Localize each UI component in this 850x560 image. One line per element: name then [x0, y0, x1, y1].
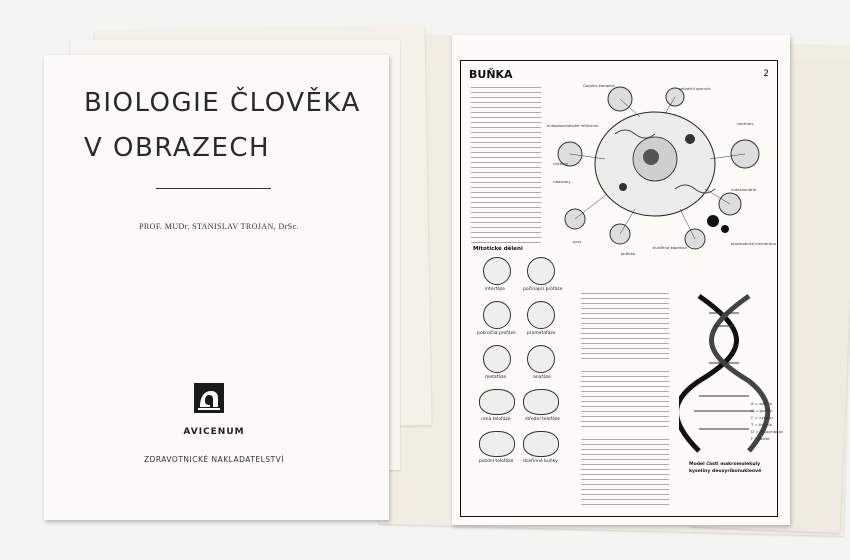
stage-label: střední telofáze — [525, 417, 561, 422]
label-kapenka: buněčná kapénka — [653, 245, 687, 250]
stage-label: anafáze — [533, 375, 551, 380]
label-membrana: plazmatická membrána — [731, 241, 776, 246]
page-frame — [460, 60, 783, 517]
stage-cell — [523, 389, 559, 415]
cover-page — [44, 55, 389, 520]
publisher-name: AVICENUM — [183, 427, 245, 437]
label-cisterny: cisterny — [553, 161, 569, 166]
stage-cell — [483, 301, 511, 329]
stage-cell — [527, 345, 555, 373]
page-number: 2 — [763, 69, 769, 79]
stage-label: raná telofáze — [481, 417, 511, 422]
cover-title: BIOLOGIE ČLOVĚKA V OBRAZECH — [84, 88, 361, 163]
label-mitochondrie: mitochondrie — [731, 187, 757, 192]
stage-cell — [483, 345, 511, 373]
label-pory: pory — [573, 239, 582, 244]
stage-label: prometafáze — [527, 331, 556, 336]
stage-label: pozdní telofáze — [479, 459, 514, 464]
stage-label: počínající profáze — [523, 287, 563, 292]
stage-cell — [479, 389, 515, 415]
content-page — [452, 35, 790, 525]
stage-label: metafáze — [485, 375, 507, 380]
label-golgi: Golgiho komplex — [583, 83, 615, 88]
stage-label: interfáze — [485, 287, 505, 292]
stage-cell — [527, 257, 555, 285]
cover-author: PROF. MUDr. STANISLAV TROJAN, DrSc. — [139, 222, 299, 231]
label-centrioly: centrioly — [737, 121, 754, 126]
dna-legend-t: T = thymin — [751, 422, 773, 427]
stage-cell — [483, 257, 511, 285]
text-column — [581, 369, 669, 429]
label-granula: sekreční granula — [679, 86, 711, 91]
cell-diagram — [545, 79, 773, 254]
intro-text — [471, 85, 541, 245]
stage-cell — [523, 431, 559, 457]
text-column — [581, 291, 669, 361]
cover-divider — [156, 188, 271, 189]
label-jaderko: jadérko — [621, 251, 636, 256]
page-title: BUŇKA — [469, 68, 513, 81]
stage-label: dceřinné buňky — [523, 459, 558, 464]
label-er: endoplazmatické retikulum — [547, 123, 599, 128]
publisher-subtitle: ZDRAVOTNICKÉ NAKLADATELSTVÍ — [143, 455, 285, 464]
mitosis-heading: Mitotické dělení — [473, 246, 523, 252]
dna-caption: Model části makromolekuly kyseliny deoxyribonukleové — [689, 462, 762, 474]
text-column — [581, 437, 669, 507]
stage-label: pokročilá profáze — [477, 331, 516, 336]
dna-legend-g: G = guanin — [751, 408, 773, 413]
dna-legend-d: D = deoxyribóza — [751, 429, 783, 434]
label-ribozomy: ribozomy — [553, 179, 571, 184]
dna-legend-f: F = fosfát — [751, 436, 770, 441]
stage-cell — [479, 431, 515, 457]
dna-legend-a: A = adenin — [751, 401, 773, 406]
publisher-logo-icon — [194, 383, 224, 413]
dna-legend-c: C = cytosin — [751, 415, 773, 420]
stage-cell — [527, 301, 555, 329]
